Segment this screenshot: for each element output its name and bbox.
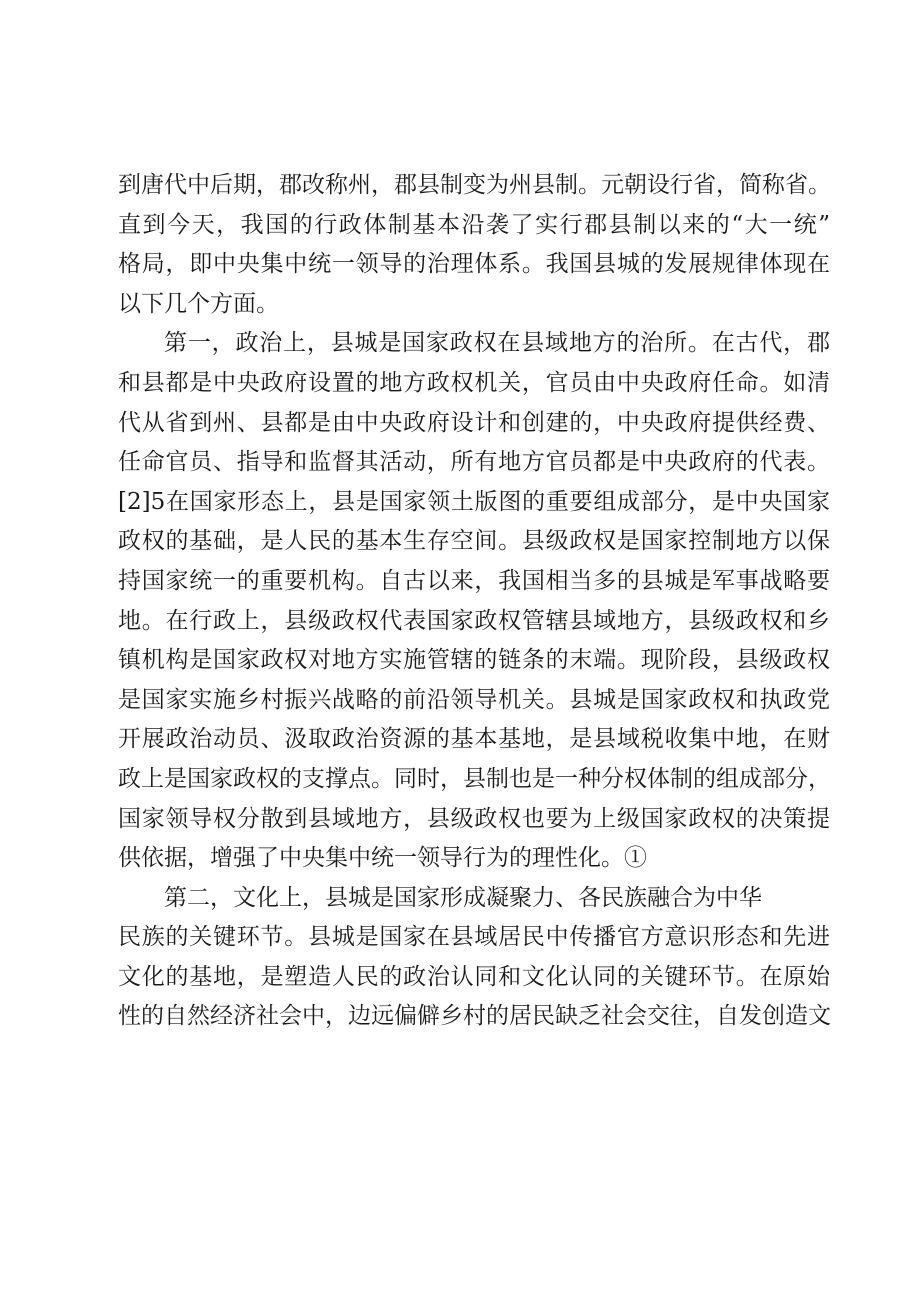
text-line: 供依据，增强了中央集中统一领导行为的理性化。①: [118, 845, 647, 872]
text-line: 任命官员、指导和监督其活动，所有地方官员都是中央政府的代表。: [118, 449, 830, 476]
text-line: 性的自然经济社会中，边远偏僻乡村的居民缺乏社会交往，自发创造文: [118, 1003, 831, 1030]
paragraph-first-line: 第二，文化上，县城是国家形成凝聚力、各民族融合为中华: [164, 884, 762, 911]
text-line: 地。在行政上，县级政权代表国家政权管辖县域地方，县级政权和乡: [118, 607, 830, 634]
text-line: 持国家统一的重要机构。自古以来，我国相当多的县城是军事战略要: [118, 567, 830, 594]
text-line: 民族的关键环节。县城是国家在县域居民中传播官方意识形态和先进: [118, 924, 830, 951]
text-line: 格局，即中央集中统一领导的治理体系。我国县城的发展规律体现在: [118, 251, 830, 278]
paragraph-first-line: 第一，政治上，县城是国家政权在县域地方的治所。在古代，郡: [164, 330, 830, 357]
text-line: 直到今天，我国的行政体制基本沿袭了实行郡县制以来的“大一统”: [118, 211, 830, 238]
text-line: 国家领导权分散到县域地方，县级政权也要为上级国家政权的决策提: [118, 805, 830, 832]
text-line: 文化的基地，是塑造人民的政治认同和文化认同的关键环节。在原始: [118, 963, 830, 990]
text-line: 政上是国家政权的支撑点。同时，县制也是一种分权体制的组成部分，: [118, 765, 831, 792]
body-text: [118, 166, 830, 1037]
text-line: 是国家实施乡村振兴战略的前沿领导机关。县城是国家政权和执政党: [118, 686, 830, 713]
text-line: 和县都是中央政府设置的地方政权机关，官员由中央政府任命。如清: [118, 369, 830, 396]
text-line: [2]5在国家形态上，县是国家领土版图的重要组成部分，是中央国家: [118, 488, 830, 515]
text-line: 开展政治动员、汲取政治资源的基本基地，是县域税收集中地，在财: [118, 726, 830, 753]
text-line: 以下几个方面。: [118, 290, 279, 317]
text-line: 镇机构是国家政权对地方实施管辖的链条的末端。现阶段，县级政权: [118, 647, 830, 674]
text-line: 政权的基础，是人民的基本生存空间。县级政权是国家控制地方以保: [118, 528, 830, 555]
text-line: 到唐代中后期，郡改称州，郡县制变为州县制。元朝设行省，简称省。: [118, 172, 831, 198]
text-line: 代从省到州、县都是由中央政府设计和创建的，中央政府提供经费、: [118, 409, 830, 436]
